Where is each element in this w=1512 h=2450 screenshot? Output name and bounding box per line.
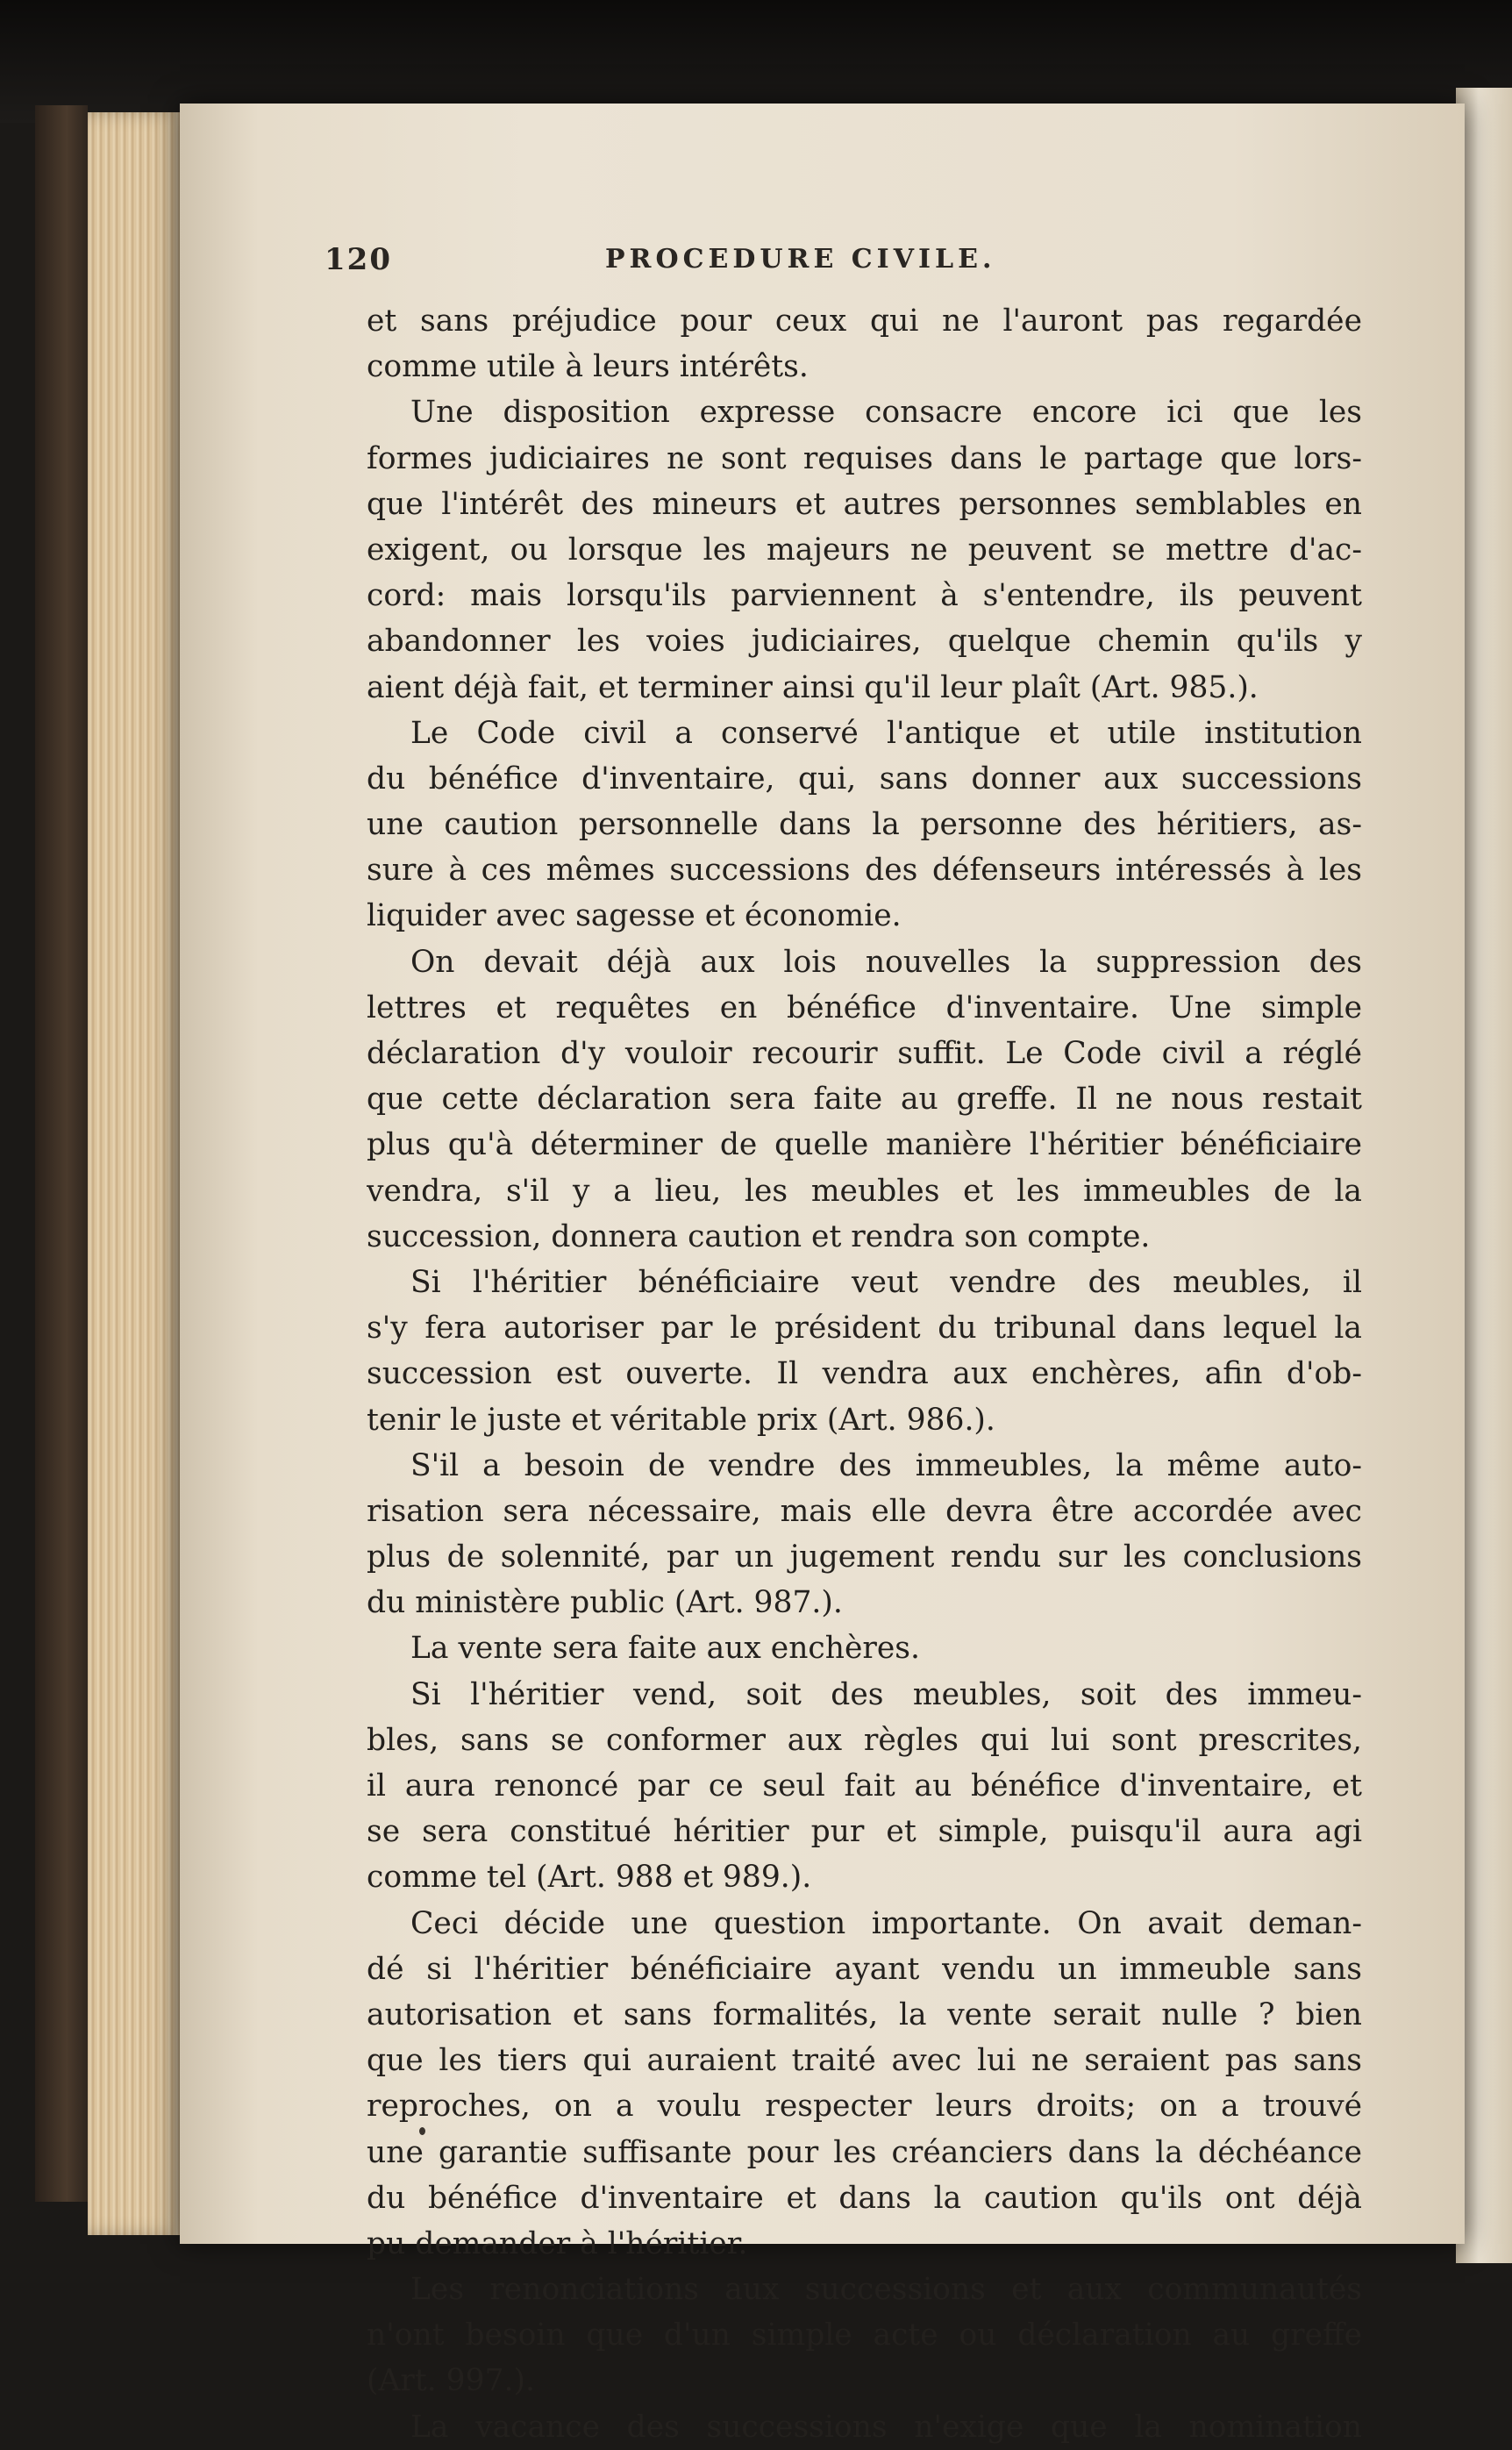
text-line: sure à ces mêmes successions des défenseurs intéressés à les xyxy=(367,853,1362,889)
text-line: exigent, ou lorsque les majeurs ne peuvent se mettre d'ac- xyxy=(367,532,1362,568)
ink-speck xyxy=(419,2127,425,2135)
text-line: succession, donnera caution et rendra son compte. xyxy=(367,1218,1151,1254)
text-line: abandonner les voies judiciaires, quelque chemin qu'ils y xyxy=(367,624,1362,660)
text-line: Si l'héritier bénéficiaire veut vendre des meubles, il xyxy=(410,1264,1362,1300)
text-line: dé si l'héritier bénéficiaire ayant vendu un immeuble sans xyxy=(367,1951,1362,1987)
text-line: Les renonciations aux successions et aux communautés xyxy=(410,2272,1362,2308)
text-line: tenir le juste et véritable prix (Art. 986.). xyxy=(367,1402,995,1438)
text-line: plus qu'à déterminer de quelle manière l'héritier bénéficiaire xyxy=(367,1127,1362,1163)
text-line: La vacance des successions n'exige que la nomination xyxy=(410,2409,1362,2445)
text-line: s'y fera autoriser par le président du tribunal dans lequel la xyxy=(367,1311,1362,1346)
text-line: pu demander à l'héritier. xyxy=(367,2225,748,2261)
text-line: risation sera nécessaire, mais elle devra être accordée avec xyxy=(367,1493,1362,1529)
text-line: déclaration d'y vouloir recourir suffit. Le Code civil a réglé xyxy=(367,1036,1362,1071)
book-cover-edge xyxy=(35,105,88,2202)
text-line: du bénéfice d'inventaire, qui, sans donner aux successions xyxy=(367,761,1362,796)
running-title: PROCEDURE CIVILE. xyxy=(605,244,996,275)
text-line: autorisation et sans formalités, la vente serait nulle ? bien xyxy=(367,1996,1362,2032)
page-number: 120 xyxy=(325,242,392,277)
text-line: succession est ouverte. Il vendra aux enchères, afin d'ob- xyxy=(367,1356,1362,1392)
text-line: liquider avec sagesse et économie. xyxy=(367,898,902,934)
text-line: lettres et requêtes en bénéfice d'inventaire. Une simple xyxy=(367,989,1362,1025)
text-line: que cette déclaration sera faite au greffe. Il ne nous restait xyxy=(367,1082,1362,1118)
text-line: bles, sans se conformer aux règles qui lui sont prescrites, xyxy=(367,1722,1362,1758)
text-line: On devait déjà aux lois nouvelles la suppression des xyxy=(410,944,1362,980)
text-line: du ministère public (Art. 987.). xyxy=(367,1585,843,1621)
text-line: n'ont besoin que d'un simple acte ou déclaration au greffe xyxy=(367,2318,1362,2354)
text-line: (Art. 997.). xyxy=(367,2363,535,2399)
text-line: vendra, s'il y a lieu, les meubles et les immeubles de la xyxy=(367,1173,1362,1209)
text-line: il aura renoncé par ce seul fait au bénéfice d'inventaire, et xyxy=(367,1768,1362,1804)
page-header xyxy=(325,235,1333,288)
text-line: que les tiers qui auraient traité avec lui ne seraient pas sans xyxy=(367,2043,1362,2079)
page-edges xyxy=(88,112,184,2235)
text-line: S'il a besoin de vendre des immeubles, la même auto- xyxy=(410,1447,1362,1483)
text-line: comme tel (Art. 988 et 989.). xyxy=(367,1860,812,1896)
text-line: plus de solennité, par un jugement rendu sur les conclusions xyxy=(367,1539,1362,1575)
text-line: Ceci décide une question importante. On avait deman- xyxy=(410,1905,1362,1941)
text-line: aient déjà fait, et terminer ainsi qu'il leur plaît (Art. 985.). xyxy=(367,669,1259,705)
text-line: du bénéfice d'inventaire et dans la caution qu'ils ont déjà xyxy=(367,2180,1362,2216)
text-line: une caution personnelle dans la personne des héritiers, as- xyxy=(367,807,1362,843)
text-line: Une disposition expresse consacre encore ici que les xyxy=(410,395,1362,431)
text-line: formes judiciaires ne sont requises dans le partage que lors- xyxy=(367,440,1362,476)
text-line: une garantie suffisante pour les créanciers dans la déchéance xyxy=(367,2134,1362,2170)
text-line: La vente sera faite aux enchères. xyxy=(410,1631,920,1667)
text-line: cord: mais lorsqu'ils parviennent à s'entendre, ils peuvent xyxy=(367,578,1362,614)
text-line: Si l'héritier vend, soit des meubles, soit des immeu- xyxy=(410,1676,1362,1712)
text-line: Le Code civil a conservé l'antique et utile institution xyxy=(410,715,1362,751)
text-line: reproches, on a voulu respecter leurs droits; on a trouvé xyxy=(367,2089,1362,2125)
body-text xyxy=(367,298,1362,2450)
text-line: se sera constitué héritier pur et simple, puisqu'il aura agi xyxy=(367,1814,1362,1850)
text-line: que l'intérêt des mineurs et autres personnes semblables en xyxy=(367,486,1362,522)
text-line: et sans préjudice pour ceux qui ne l'auront pas regardée xyxy=(367,304,1362,339)
text-line: comme utile à leurs intérêts. xyxy=(367,349,809,385)
